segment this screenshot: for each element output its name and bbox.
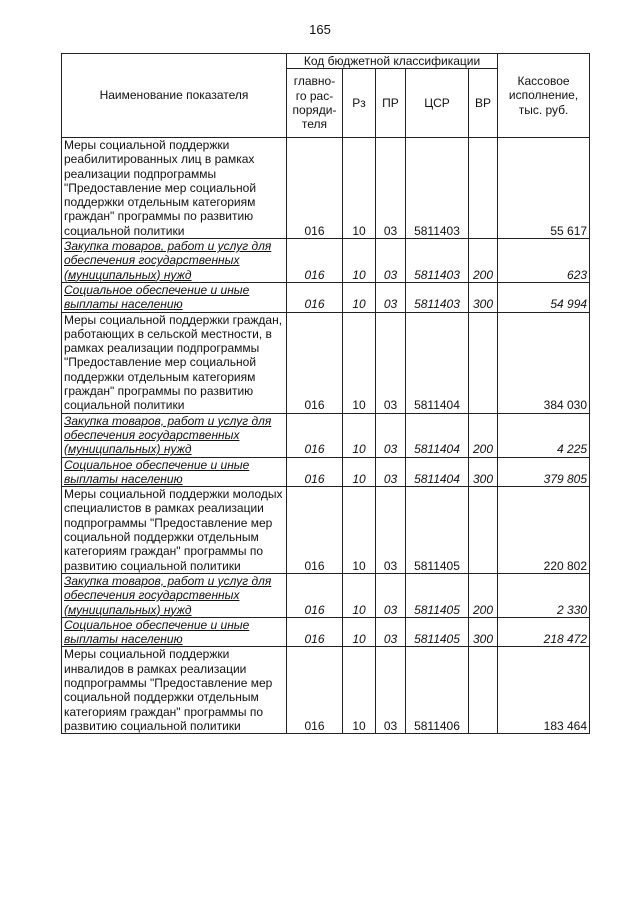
row-rz: 10 bbox=[343, 413, 376, 457]
row-csr: 5811405 bbox=[406, 573, 469, 617]
row-pr: 03 bbox=[376, 647, 406, 734]
budget-table bbox=[61, 53, 590, 734]
row-amount: 379 805 bbox=[498, 457, 590, 487]
row-vr: 300 bbox=[469, 617, 498, 647]
row-vr bbox=[469, 138, 498, 239]
row-amount: 384 030 bbox=[498, 312, 590, 413]
header-glava: главно- го рас- поряди- теля bbox=[287, 69, 343, 138]
header-pr: ПР bbox=[376, 69, 406, 138]
row-vr: 300 bbox=[469, 457, 498, 487]
row-name: Меры социальной поддержки реабилитированных лиц в рамках реализации подпрограммы "Предоставление мер социальной поддержки отдельным категориям граждан" программы по развитию социальной политики bbox=[62, 138, 287, 239]
table-row bbox=[62, 487, 590, 574]
row-glava: 016 bbox=[287, 487, 343, 574]
row-amount: 4 225 bbox=[498, 413, 590, 457]
table-row bbox=[62, 239, 590, 283]
table-row bbox=[62, 573, 590, 617]
header-name: Наименование показателя bbox=[62, 54, 287, 138]
row-vr: 200 bbox=[469, 413, 498, 457]
row-glava: 016 bbox=[287, 457, 343, 487]
row-pr: 03 bbox=[376, 573, 406, 617]
table-row bbox=[62, 413, 590, 457]
row-glava: 016 bbox=[287, 312, 343, 413]
row-glava: 016 bbox=[287, 573, 343, 617]
row-vr: 200 bbox=[469, 573, 498, 617]
row-rz: 10 bbox=[343, 138, 376, 239]
header-code-group: Код бюджетной классификации bbox=[287, 54, 498, 69]
row-glava: 016 bbox=[287, 138, 343, 239]
header-row-1 bbox=[62, 54, 590, 69]
row-glava: 016 bbox=[287, 282, 343, 312]
row-rz: 10 bbox=[343, 239, 376, 283]
row-pr: 03 bbox=[376, 413, 406, 457]
header-csr: ЦСР bbox=[406, 69, 469, 138]
row-vr bbox=[469, 312, 498, 413]
row-vr bbox=[469, 487, 498, 574]
row-name: Закупка товаров, работ и услуг для обеспечения государственных (муниципальных) нужд bbox=[62, 573, 287, 617]
row-pr: 03 bbox=[376, 457, 406, 487]
row-amount: 220 802 bbox=[498, 487, 590, 574]
row-glava: 016 bbox=[287, 239, 343, 283]
row-pr: 03 bbox=[376, 138, 406, 239]
row-amount: 55 617 bbox=[498, 138, 590, 239]
row-rz: 10 bbox=[343, 573, 376, 617]
row-rz: 10 bbox=[343, 647, 376, 734]
row-name: Меры социальной поддержки граждан, работающих в сельской местности, в рамках реализации подпрограммы "Предоставление мер социальной поддержки отдельным категориям граждан" программы по развитию социальной политики bbox=[62, 312, 287, 413]
row-csr: 5811403 bbox=[406, 138, 469, 239]
row-csr: 5811403 bbox=[406, 282, 469, 312]
row-vr: 200 bbox=[469, 239, 498, 283]
row-rz: 10 bbox=[343, 487, 376, 574]
row-name: Закупка товаров, работ и услуг для обеспечения государственных (муниципальных) нужд bbox=[62, 239, 287, 283]
row-name: Социальное обеспечение и иные выплаты населению bbox=[62, 617, 287, 647]
row-pr: 03 bbox=[376, 282, 406, 312]
row-pr: 03 bbox=[376, 239, 406, 283]
row-vr: 300 bbox=[469, 282, 498, 312]
row-csr: 5811405 bbox=[406, 617, 469, 647]
row-amount: 623 bbox=[498, 239, 590, 283]
row-amount: 2 330 bbox=[498, 573, 590, 617]
row-name: Меры социальной поддержки молодых специалистов в рамках реализации подпрограммы "Предоставление мер социальной поддержки отдельным категориям граждан" программы по развитию социальной политики bbox=[62, 487, 287, 574]
row-name: Социальное обеспечение и иные выплаты населению bbox=[62, 457, 287, 487]
table-row bbox=[62, 617, 590, 647]
row-csr: 5811405 bbox=[406, 487, 469, 574]
row-name: Закупка товаров, работ и услуг для обеспечения государственных (муниципальных) нужд bbox=[62, 413, 287, 457]
table-row bbox=[62, 312, 590, 413]
row-name: Социальное обеспечение и иные выплаты населению bbox=[62, 282, 287, 312]
row-glava: 016 bbox=[287, 617, 343, 647]
row-glava: 016 bbox=[287, 647, 343, 734]
row-rz: 10 bbox=[343, 282, 376, 312]
row-glava: 016 bbox=[287, 413, 343, 457]
row-name: Меры социальной поддержки инвалидов в рамках реализации подпрограммы "Предоставление мер социальной поддержки отдельным категориям граждан" программы по развитию социальной политики bbox=[62, 647, 287, 734]
row-amount: 54 994 bbox=[498, 282, 590, 312]
row-rz: 10 bbox=[343, 457, 376, 487]
table-row bbox=[62, 282, 590, 312]
row-csr: 5811404 bbox=[406, 457, 469, 487]
row-amount: 218 472 bbox=[498, 617, 590, 647]
row-csr: 5811403 bbox=[406, 239, 469, 283]
header-vr: ВР bbox=[469, 69, 498, 138]
page-number: 165 bbox=[309, 22, 331, 37]
table-row bbox=[62, 138, 590, 239]
header-amount: Кассовое исполнение, тыс. руб. bbox=[498, 54, 590, 138]
row-csr: 5811406 bbox=[406, 647, 469, 734]
row-pr: 03 bbox=[376, 487, 406, 574]
row-pr: 03 bbox=[376, 312, 406, 413]
table-row bbox=[62, 457, 590, 487]
header-rz: Рз bbox=[343, 69, 376, 138]
row-csr: 5811404 bbox=[406, 413, 469, 457]
row-rz: 10 bbox=[343, 617, 376, 647]
table-row bbox=[62, 647, 590, 734]
row-csr: 5811404 bbox=[406, 312, 469, 413]
row-vr bbox=[469, 647, 498, 734]
row-amount: 183 464 bbox=[498, 647, 590, 734]
row-pr: 03 bbox=[376, 617, 406, 647]
row-rz: 10 bbox=[343, 312, 376, 413]
